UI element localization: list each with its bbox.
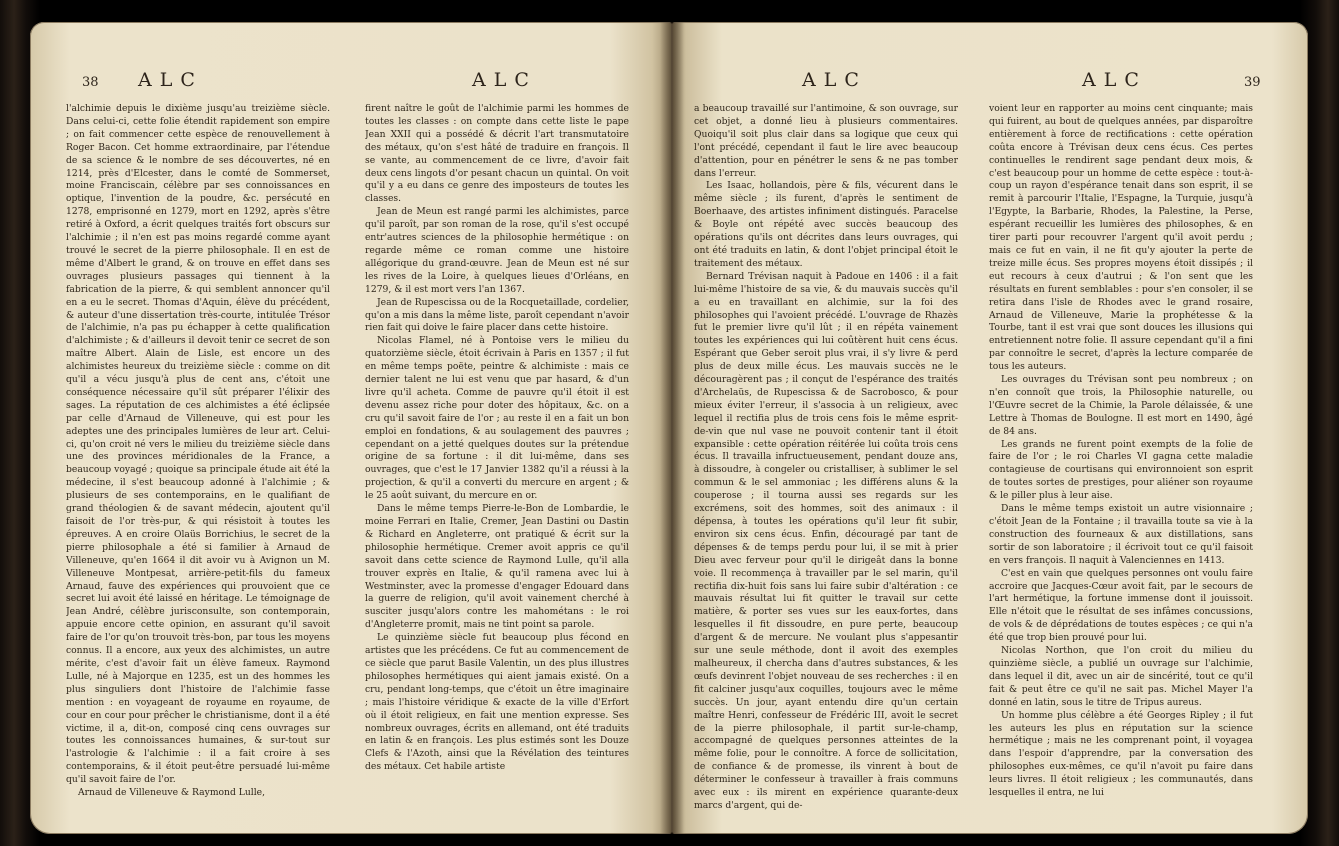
paragraph: Nicolas Flamel, né à Pontoise vers le milieu du quatorzième siècle, étoit écrivain à Paris en 1357 ; il fut en même temps poëte, peintre & alchimiste : mais ce dernier talent ne lui est venu que par hasard, & d'un livre qu'il acheta. Comme de pauvre qu'il étoit il est devenu assez riche pour doter des hôpitaux, &c. on a cru qu'il savoit faire de l'or ; au reste il en a fait un bon emploi en fondations, & au soulagement des pauvres ; cependant on a jetté quelques doutes sur la prétendue origine de sa fortune : il dit lui-même, dans ses ouvrages, que c'est le 17 Janvier 1382 qu'il a réussi à la projection, & qu'il a converti du mercure en argent ; & le 25 août suivant, du mercure en or. xyxy=(365,335,629,502)
paragraph: C'est en vain que quelques personnes ont voulu faire accroire que Jacques-Cœur avoit fait, par le secours de l'art hermétique, la fortune immense dont il jouissoit. Elle n'étoit que le résultat de ses infâmes concussions, de vols & de déprédations de toutes espèces ; ce qui n'a été que trop bien prouvé pour lui. xyxy=(989,567,1253,644)
paragraph: Arnaud de Villeneuve & Raymond Lulle, xyxy=(78,787,266,799)
right-page-header xyxy=(672,69,1308,99)
paragraph: Jean de Meun est rangé parmi les alchimistes, parce qu'il paroît, par son roman de la rose, qu'il s'est occupé entr'autres sciences de la philosophie hermétique : on regarde même ce roman comme une histoire allégorique du grand-œuvre. Jean de Meun est né sur les rives de la Loire, à quelques lieues d'Orléans, en 1279, & il est mort vers l'an 1367. xyxy=(365,206,629,295)
page-number-left: 38 xyxy=(82,75,99,90)
paragraph: Bernard Trévisan naquit à Padoue en 1406 : il a fait lui-même l'histoire de sa vie, & du mauvais succès qu'il a eu en travaillant en alchimie, sur la foi des philosophes qui l'avoient précédé. L'ouvrage de Rhazès fut le premier livre qu'il lût ; il en répéta vainement toutes les expériences qui lui coûtèrent huit cens écus. Espérant que Geber seroit plus vrai, il s'y livre & perd plus de deux mille écus. Les mauvais succès ne le découragèrent pas ; il conçut de l'espérance des traités d'Archelaüs, de Rupescissa & de Sacrobosco, & pour mieux éviter l'erreur, il s'associa à un religieux, avec lequel il rectifia plus de trois cens fois le même esprit-de-vin que nul vase ne pouvoit contenir tant il étoit expansible : cette opération réitérée lui coûta trois cens écus. Il travailla infructueusement, pendant douze ans, à dissoudre, à congeler ou cristalliser, à sublimer le sel commun & le sel ammoniac ; les différens aluns & la couperose ; il tourna aussi ses regards sur les excrémens, soit des hommes, soit des animaux : il dépensa, à toutes les opérations qu'il leur fit subir, environ six cens écus. Enfin, découragé par tant de dépenses & de temps perdu pour lui, il se mit à prier Dieu avec ferveur pour qu'il le dirigeât dans la bonne voie. Il recommença à travailler par le sel marin, qu'il rectifia dix-huit fois sans lui faire subir d'altération : ce mauvais résultat lui fit quitter le travail sur cette matière, & porter ses vues sur les eaux-fortes, dans lesquelles il fit dissoudre, en pure perte, beaucoup d'argent & de mercure. Ne voulant plus s'appesantir sur une seule méthode, dont il avoit des exemples malheureux, il chercha dans d'autres substances, & les œufs devinrent l'objet nouveau de ses recherches : il en fit calciner jusqu'aux coquilles, toujours avec le même succès. Un jour, ayant entendu dire qu'un certain maître Henri, confesseur de Frédéric III, avoit le secret de la pierre philosophale, il partit sur-le-champ, accompagné de quelques personnes atteintes de la même folie, pour le connoître. A force de sollicitation, de confiance & de promesse, ils vinrent à bout de déterminer le confesseur à travailler à frais communs avec eux : ils mirent en expérience quarante-deux marcs d'argent, qui de- xyxy=(694,270,958,811)
paragraph: Le quinzième siècle fut beaucoup plus fécond en artistes que les précédens. Ce fut au commencement de ce siècle que parut Basile Valentin, un des plus illustres philosophes hermétiques qui aient jamais existé. On a cru, pendant long-temps, que c'étoit un être imaginaire ; mais l'histoire véridique & exacte de la ville d'Erfort où il étoit religieux, en fait une mention expresse. Ses nombreux ouvrages, écrits en allemand, ont été traduits en latin & en françois. Les plus estimés sont les Douze Clefs & l'Azoth, ainsi que la Révélation des teintures des métaux. Cet habile artiste xyxy=(365,632,629,773)
paragraph: Dans le même temps Pierre-le-Bon de Lombardie, le moine Ferrari en Italie, Cremer, Jean Dastini ou Dastin & Richard en Angleterre, ont pratiqué & écrit sur la philosophie hermétique. Cremer avoit appris ce qu'il savoit dans cette science de Raymond Lulle, qu'il alla trouver exprès en Italie, & qu'il ramena avec lui à Westminster, avec la promesse d'engager Edouard dans la guerre de religion, qu'il avoit vainement cherché à susciter jusqu'alors contre les mahométans : le roi d'Angleterre promit, mais ne tint point sa parole. xyxy=(365,503,629,631)
right-page-column-1 xyxy=(694,103,958,823)
running-head-right-col1: ALC xyxy=(802,69,867,91)
paragraph: firent naître le goût de l'alchimie parmi les hommes de toutes les classes : on compte dans cette liste le pape Jean XXII qui a possédé & décrit l'art transmutatoire des métaux, qu'on s'est hâté de traduire en françois. Il se vante, au commencement de ce livre, d'avoir fait deux cens lingots d'or pesant chacun un quintal. On voit qu'il y a eu dans ce genre des imposteurs de toutes les classes. xyxy=(365,103,629,205)
paragraph: a beaucoup travaillé sur l'antimoine, & son ouvrage, sur cet objet, a donné lieu à plusieurs commentaires. Quoiqu'il soit plus clair dans sa logique que ceux qui l'ont précédé, cependant il faut le lire avec beaucoup d'attention, pour en pénétrer le sens & ne pas tomber dans l'erreur. xyxy=(694,103,958,179)
running-head-right-col2: ALC xyxy=(1082,69,1147,91)
paragraph: Les Isaac, hollandois, père & fils, vécurent dans le même siècle ; ils furent, d'après le sentiment de Boerhaave, des artistes infiniment distingués. Paracelse & Boyle ont répété avec succès beaucoup des opérations qu'ils ont décrites dans leurs ouvrages, qui ont été traduits en latin, & dont l'objet principal étoit le traitement des métaux. xyxy=(694,180,958,269)
left-page-column-1 xyxy=(66,103,330,823)
left-page-column-2 xyxy=(365,103,629,823)
left-page-header xyxy=(30,69,672,99)
left-page xyxy=(30,22,672,834)
paragraph: voient leur en rapporter au moins cent cinquante; mais qui fuirent, au bout de quelques années, par disparoître entièrement à force de rectifications : cette opération coûta encore à Trévisan deux cens écus. Ces pertes continuelles le rendirent sage pendant deux mois, & c'est beaucoup pour un homme de cette espèce : tout-à-coup un rayon d'espérance tenait dans son esprit, il se remit à parcourir l'Italie, l'Espagne, la Turquie, jusqu'à l'Egypte, la Barbarie, Rhodes, la Palestine, la Perse, espérant recueillir les lumières des philosophes, & en tirer parti pour recouvrer l'argent qu'il avoit perdu ; mais ce fut en vain, il ne fit qu'y ajouter la perte de treize mille écus. Ses propres moyens étoit dissipés ; il eut recours à ceux d'autrui ; & l'on sent que les résultats en furent semblables : pour s'en consoler, il se retira dans l'isle de Rhodes avec le grand rosaire, Arnaud de Villeneuve, Marie la prophétesse & la Tourbe, tant il est vrai que sont douces les illusions qui entretiennent notre folie. Il assure cependant qu'il a fini par connoître le secret, d'après la lecture comparée de tous les auteurs. xyxy=(989,103,1253,373)
right-page-column-2 xyxy=(989,103,1253,823)
book-gutter xyxy=(660,22,684,834)
running-head-left-col1: ALC xyxy=(138,69,203,91)
paragraph: l'alchimie depuis le dixième jusqu'au treizième siècle. Dans celui-ci, cette folie étendit rapidement son empire ; on fait commencer cette espèce de renouvellement à Roger Bacon. Cet homme extraordinaire, par l'étendue de sa science & le nombre de ses découvertes, né en 1214, près d'Elcester, dans le comté de Sommerset, moine Franciscain, célèbre par ses connoissances en optique, l'invention de la poudre, &c. persécuté en 1278, emprisonné en 1279, mort en 1292, après s'être retiré à Oxford, a écrit quelques traités fort obscurs sur l'alchimie ; il n'en est pas moins regardé comme ayant trouvé le secret de la pierre philosophale. Il en est de même d'Albert le grand, & on trouve en effet dans ses ouvrages plusieurs passages qui tiennent à la fabrication de la pierre, & qui semblent annoncer qu'il en a eu le secret. Thomas d'Aquin, élève du précédent, & auteur d'une dissertation très-courte, intitulée Trésor de l'alchimie, n'a pas pu échapper à cette qualification d'alchimiste ; & d'ailleurs il devoit tenir ce secret de son maître Albert. Alain de Lisle, est encore un des alchimistes heureux du treizième siècle : comme on dit qu'il a vécu jusqu'à plus de cent ans, c'étoit une conséquence nécessaire qu'il sût préparer l'élixir des sages. La réputation de ces alchimistes a été éclipsée par celle d'Arnaud de Villeneuve, qui est pour les adeptes une des principales lumières de leur art. Celui-ci, qu'on croit né vers le milieu du treizième siècle dans une des provinces méridionales de la France, a beaucoup voyagé ; quoique sa principale étude ait été la médecine, il s'est beaucoup adonné à l'alchimie ; & plusieurs de ses contemporains, en le qualifiant de grand théologien & de savant médecin, ajoutent qu'il faisoit de l'or très-pur, & qui résistoit à toutes les épreuves. A en croire Olaüs Borrichius, le secret de la pierre philosophale a été si familier à Arnaud de Villeneuve, qu'en 1664 il dit avoir vu à Avignon un M. Villeneuve Montpesat, arrière-petit-fils du fameux Arnaud, fauve des expériences qui prouvoient que ce secret lui avoit été laissé en héritage. Le témoignage de Jean André, célèbre jurisconsulte, son contemporain, appuie encore cette opinion, en assurant qu'il savoit faire de l'or qu'on trouvoit très-bon, par tous les moyens connus. Il a encore, aux yeux des alchimistes, un autre mérite, c'est d'avoir fait un élève fameux. Raymond Lulle, né à Majorque en 1235, est un des hommes les plus singuliers dont l'histoire de l'alchimie fasse mention : en voyageant de royaume en royaume, de cour en cour pour prêcher le christianisme, dont il a été victime, il a, dit-on, composé cinq cens ouvrages sur toutes les connoissances humaines, & sur-tout sur l'astrologie & l'alchimie : il a fait croire à ses contemporains, & il étoit peut-être persuadé lui-même qu'il savoit faire de l'or. xyxy=(66,103,330,786)
paragraph: Jean de Rupescissa ou de la Rocquetaillade, cordelier, qu'on a mis dans la même liste, paroît cependant n'avoir rien fait qui doive le faire placer dans cette histoire. xyxy=(365,296,629,334)
paragraph: Les grands ne furent point exempts de la folie de faire de l'or ; le roi Charles VI gagna cette maladie contagieuse de courtisans qui environnoient son esprit de toutes sortes de prestiges, pour aliéner son royaume & le piller plus à leur aise. xyxy=(989,438,1253,502)
page-number-right: 39 xyxy=(1244,75,1261,90)
paragraph: Les ouvrages du Trévisan sont peu nombreux ; on n'en connoît que trois, la Philosophie naturelle, ou l'Œuvre secret de la Chimie, la Parole délaissée, & une Lettre à Thomas de Boulogne. Il est mort en 1490, âgé de 84 ans. xyxy=(989,374,1253,437)
right-page xyxy=(672,22,1308,834)
running-head-left-col2: ALC xyxy=(472,69,537,91)
paragraph: Nicolas Northon, que l'on croit du milieu du quinzième siècle, a publié un ouvrage sur l'alchimie, dans lequel il dit, avec un air de sincérité, tout ce qu'il fait & peut être ce qu'il ne sait pas. Michel Mayer l'a donné en latin, sous le titre de Tripus aureus. xyxy=(989,645,1253,708)
paragraph: Un homme plus célèbre a été Georges Ripley ; il fut les auteurs les plus en réputation sur la science hermétique ; mais ne les comprenant point, il voyagea dans l'espoir d'apprendre, par la conversation des philosophes eux-mêmes, ce qu'il n'avoit pu faire dans leurs livres. Il étoit religieux ; les communautés, dans lesquelles il entra, ne lui xyxy=(989,709,1253,799)
paragraph: Dans le même temps existoit un autre visionnaire ; c'étoit Jean de la Fontaine ; il travailla toute sa vie à la construction des fourneaux & aux distillations, sans sortir de son laboratoire ; il écrivoit tout ce qu'il faisoit en vers françois. Il naquit à Valenciennes en 1413. xyxy=(989,503,1253,566)
